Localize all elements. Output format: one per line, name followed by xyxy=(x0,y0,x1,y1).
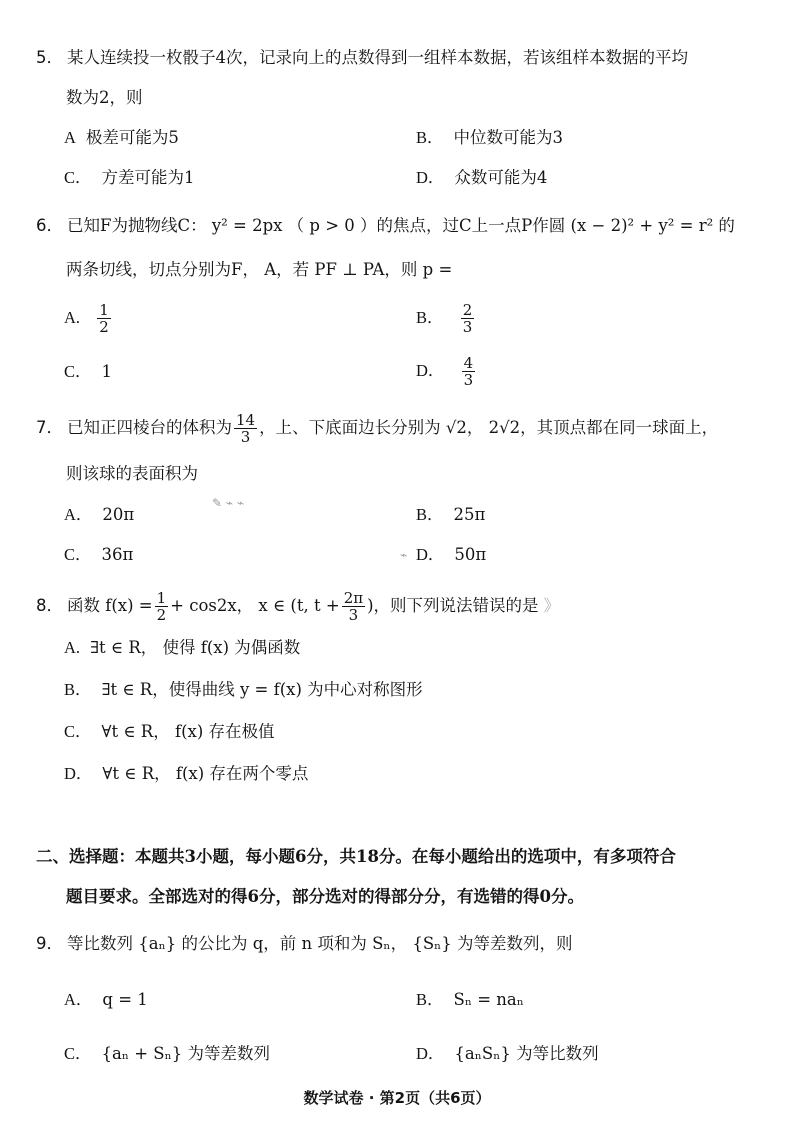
q5-option-d: D． 众数可能为4 xyxy=(416,168,548,187)
q5-option-c: C． 方差可能为1 xyxy=(64,168,195,187)
q7-stem-line2: 则该球的表面积为 xyxy=(66,464,198,483)
q5-option-b: B． 中位数可能为3 xyxy=(416,128,564,147)
q7-option-c: C． 36π xyxy=(64,545,134,564)
q6-number: 6． xyxy=(36,216,63,235)
q6-stem-line2: 两条切线，切点分别为F， A，若 PF ⊥ PA，则 p = xyxy=(66,260,453,279)
q6-option-d: D． $\frac{4}{3}$ xyxy=(416,354,474,389)
q6-stem-text: 已知F为抛物线C： y² = 2px （ p > 0 ）的焦点，过C上一点P作圆 (x − 2)² + y² = r² 的 xyxy=(67,216,735,235)
pencil-mark: ⌁ xyxy=(400,548,408,562)
q7-option-b: B． 25π xyxy=(416,505,486,524)
q9-option-d: D． {aₙSₙ} 为等比数列 xyxy=(416,1044,599,1063)
q6-option-b-fraction: $\frac{2}{3}$ xyxy=(462,301,473,336)
q5-option-a: A 极差可能为5 xyxy=(64,128,179,147)
pencil-mark: ✎ ⌁ ⌁ xyxy=(212,496,245,510)
q6-option-a: A. $\frac{1}{2}$ xyxy=(64,301,109,336)
q5-stem-line1 xyxy=(36,46,776,70)
q6-option-b: B． $\frac{2}{3}$ xyxy=(416,301,473,336)
q8-option-a: A. ∃t ∈ R， 使得 f(x) 为偶函数 xyxy=(64,638,301,657)
section-2-heading-line2: 题目要求。全部选对的得6分，部分选对的得部分分，有选错的得0分。 xyxy=(66,887,584,906)
q7-volume-fraction: $\frac{14}{3}$ xyxy=(236,411,256,446)
q9-option-b: B． Sₙ = naₙ xyxy=(416,990,524,1009)
q7-number: 7． xyxy=(36,418,63,437)
q6-stem-line1 xyxy=(36,214,776,238)
q5-stem-line2: 数为2，则 xyxy=(66,88,143,107)
q8-option-c: C． ∀t ∈ R， f(x) 存在极值 xyxy=(64,722,275,741)
q7-option-d: D． 50π xyxy=(416,545,487,564)
q9-option-a: A． q = 1 xyxy=(64,990,148,1009)
section-2-heading: 二、选择题：本题共3小题，每小题6分，共18分。在每小题给出的选项中，有多项符合 xyxy=(36,847,676,866)
q6-option-a-fraction: $\frac{1}{2}$ xyxy=(99,301,109,336)
q7-option-a: A． 20π xyxy=(64,505,135,524)
q8-option-b: B． ∃t ∈ R，使得曲线 y = f(x) 为中心对称图形 xyxy=(64,680,423,699)
q9-stem-line1: 9． 等比数列 {aₙ} 的公比为 q，前 n 项和为 Sₙ， {Sₙ} 为等差数列，则 xyxy=(36,934,573,953)
q6-option-d-fraction: $\frac{4}{3}$ xyxy=(463,354,474,389)
q8-number: 8． xyxy=(36,596,63,615)
q8-half-fraction: $\frac{1}{2}$ xyxy=(156,589,167,624)
q7-stem-line1: 7． 已知正四棱台的体积为 $\frac{14}{3}$ ，上、下底面边长分别为 √2， 2√2，其顶点都在同一球面上， xyxy=(36,411,719,446)
q8-option-d: D． ∀t ∈ R， f(x) 存在两个零点 xyxy=(64,764,309,783)
pencil-mark: 》 xyxy=(538,596,560,615)
q9-option-c: C． {aₙ + Sₙ} 为等差数列 xyxy=(64,1044,270,1063)
q8-two-pi-thirds-fraction: $\frac{2\pi}{3}$ xyxy=(343,589,364,624)
q8-stem-line1: 8． 函数 f(x) = $\frac{1}{2}$ + cos2x， x ∈ (t, t + $\frac{2\pi}{3}$ )，则下列说法错误的是 》 xyxy=(36,589,560,624)
q5-stem-text: 某人连续投一枚骰子4次，记录向上的点数得到一组样本数据，若该组样本数据的平均 xyxy=(67,48,688,67)
q5-number: 5． xyxy=(36,48,63,67)
q6-option-c: C． 1 xyxy=(64,362,113,381)
page-footer: 数学试卷 · 第2页（共6页） xyxy=(303,1089,491,1107)
q9-number: 9． xyxy=(36,934,63,953)
